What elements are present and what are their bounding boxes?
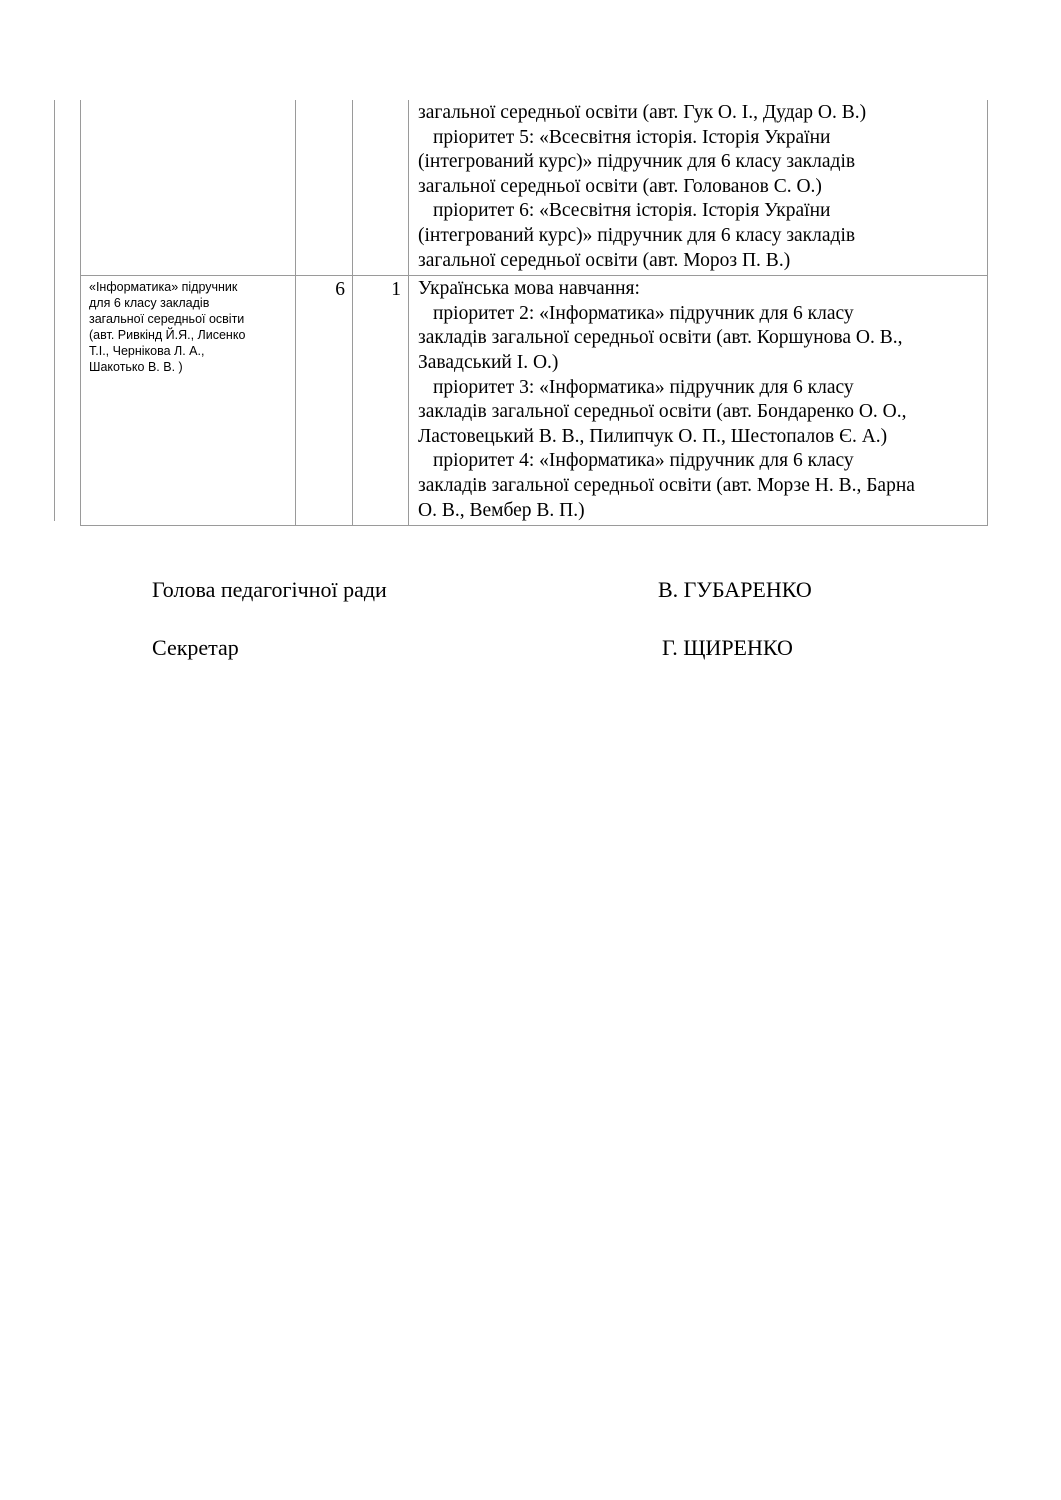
grade-cell: 6	[296, 276, 353, 526]
book-text-line: Т.І., Чернікова Л. А.,	[89, 344, 205, 359]
priorities-cell	[409, 276, 988, 526]
count-cell	[353, 100, 409, 276]
priority-text-line: пріоритет 3: «Інформатика» підручник для 6 класу	[433, 376, 854, 398]
priority-text-line: пріоритет 2: «Інформатика» підручник для 6 класу	[433, 302, 854, 324]
priority-text-line: О. В., Вембер В. П.)	[418, 499, 585, 521]
grade-cell	[296, 100, 353, 276]
book-text-line: (авт. Ривкінд Й.Я., Лисенко	[89, 328, 246, 343]
book-text-line: загальної середньої освіти	[89, 312, 245, 327]
book-text-line: для 6 класу закладів	[89, 296, 210, 311]
priority-text-line: Ластовецький В. В., Пилипчук О. П., Шестопалов Є. А.)	[418, 425, 888, 447]
priority-text-line: (інтегрований курс)» підручник для 6 класу закладів	[418, 224, 856, 246]
priority-text-line: пріоритет 5: «Всесвітня історія. Історія України	[433, 126, 831, 148]
table-row	[81, 276, 988, 526]
secretary-title: Секретар	[152, 635, 239, 660]
priority-text-line: Українська мова навчання:	[418, 278, 640, 300]
priority-text-line: пріоритет 6: «Всесвітня історія. Історія України	[433, 200, 831, 222]
chair-title: Голова педагогічної ради	[152, 577, 387, 602]
priority-text-line: (інтегрований курс)» підручник для 6 класу закладів	[418, 151, 856, 173]
priority-text-line: загальної середньої освіти (авт. Мороз П. В.)	[418, 249, 791, 271]
priority-text-line: Завадський І. О.)	[418, 351, 559, 373]
book-cell	[81, 276, 296, 526]
page-left-edge-line	[54, 100, 55, 521]
book-text-line: Шакотько В. В. )	[89, 360, 183, 375]
priority-text-line: пріоритет 4: «Інформатика» підручник для 6 класу	[433, 450, 854, 472]
priority-text-line: закладів загальної середньої освіти (авт. Коршунова О. В.,	[418, 327, 903, 349]
count-cell: 1	[353, 276, 409, 526]
priorities-cell	[409, 100, 988, 276]
priority-text-line: загальної середньої освіти (авт. Гук О. І., Дудар О. В.)	[418, 102, 867, 123]
priority-text-line: закладів загальної середньої освіти (авт. Морзе Н. В., Барна	[418, 474, 915, 496]
priority-text-line: закладів загальної середньої освіти (авт. Бондаренко О. О.,	[418, 401, 907, 423]
textbook-selection-table	[80, 100, 988, 526]
priority-text-line: загальної середньої освіти (авт. Голованов С. О.)	[418, 175, 822, 197]
table-row	[81, 100, 988, 276]
chair-name: В. ГУБАРЕНКО	[658, 577, 812, 602]
book-text-line: «Інформатика» підручник	[89, 280, 238, 295]
book-cell	[81, 100, 296, 276]
secretary-name: Г. ЩИРЕНКО	[662, 635, 793, 660]
